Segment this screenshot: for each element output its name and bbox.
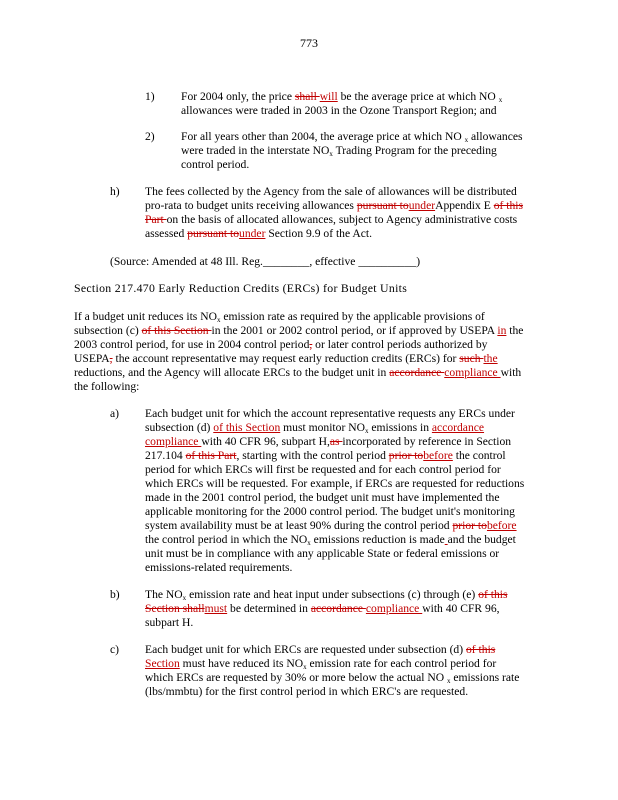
page-number: 773 xyxy=(300,36,318,50)
paragraph-line: applicable monitoring for the 2000 control period. The budget unit's monitoring xyxy=(145,505,515,518)
paragraph-line: period for which ERCs will first be requested and for each control period for xyxy=(145,463,501,476)
list-item-label: a) xyxy=(110,407,120,420)
paragraph-line: compliance with 40 CFR 96, subpart H,as incorporated by reference in Section xyxy=(145,435,512,448)
paragraph-line: Part on the basis of allocated allowances, subject to Agency administrative costs xyxy=(145,213,518,226)
paragraph-line: (lbs/mmbtu) for the first control period in which ERC's are requested. xyxy=(145,685,469,698)
paragraph-line: If a budget unit reduces its $NO_x$ emission rate as required by the applicable provisions of xyxy=(74,310,485,324)
paragraph-line: subsection (c) of this Section in the 2001 or 2002 control period, or if approved by USEPA in the xyxy=(74,324,524,337)
paragraph-line: USEPA, the account representative may request early reduction credits (ERCs) for such the xyxy=(74,352,498,365)
paragraph-line: system availability must be at least 90% during the control period prior tobefore xyxy=(145,519,517,532)
paragraph-line: subsection (d) of this Section must monitor $NO_x$ emissions in accordance xyxy=(145,421,485,435)
paragraph-line: the control period in which the $NO_x$ emissions reduction is made and the budget xyxy=(145,533,516,547)
paragraph-line: the following: xyxy=(74,380,140,393)
paragraph-line: Section must have reduced its $NO_x$ emission rate for each control period for xyxy=(145,657,497,671)
source-note: (Source: Amended at 48 Ill. Reg.________, effective __________) xyxy=(110,255,421,268)
list-item-line: allowances were traded in 2003 in the Ozone Transport Region; and xyxy=(181,104,497,117)
paragraph-line: made in the 2001 control period, the budget unit must have implemented the xyxy=(145,491,500,504)
paragraph-line: Each budget unit for which ERCs are requested under subsection (d) of this xyxy=(145,643,496,656)
list-item-label: b) xyxy=(110,588,120,601)
list-item-line: control period. xyxy=(181,158,250,171)
paragraph-line: 217.104 of this Part, starting with the control period prior tobefore the control xyxy=(145,449,506,462)
paragraph-line: 2003 control period, for use in 2004 control period, or later control periods authorized by xyxy=(74,338,488,351)
section-heading: Section 217.470 Early Reduction Credits (ERCs) for Budget Units xyxy=(74,281,408,295)
paragraph-line: Each budget unit for which the account representative requests any ERCs under xyxy=(145,407,515,420)
paragraph-line: which ERCs will be requested. For example, if ERCs are requested for reductions xyxy=(145,477,525,490)
list-item-label: 2) xyxy=(145,130,155,143)
paragraph-line: assessed pursuant tounder Section 9.9 of the Act. xyxy=(145,227,373,240)
list-item-label: c) xyxy=(110,643,120,656)
paragraph-line: emissions-related requirements. xyxy=(145,561,293,574)
paragraph-line: The fees collected by the Agency from the sale of allowances will be distributed xyxy=(145,185,517,198)
paragraph-line: The $NO_x$ emission rate and heat input under subsections (c) through (e) of this xyxy=(145,588,508,602)
paragraph-line: Section shallmust be determined in accordance compliance with 40 CFR 96, xyxy=(145,602,500,615)
paragraph-line: pro-rata to budget units receiving allowances pursuant tounderAppendix E of this xyxy=(145,199,524,212)
paragraph-line: reductions, and the Agency will allocate ERCs to the budget unit in accordance compliance with xyxy=(74,366,522,379)
paragraph-line: subpart H. xyxy=(145,616,194,629)
list-item-line: For 2004 only, the price shall will be the average price at which NO $_x$ xyxy=(181,90,503,104)
paragraph-line: unit must be in compliance with any applicable State or federal emissions or xyxy=(145,547,500,560)
list-item-label: h) xyxy=(110,185,120,198)
paragraph-line: which ERCs are requested by 30% or more below the actual NO $_x$ emissions rate xyxy=(145,671,520,685)
list-item-line: were traded in the interstate $NO_x$ Trading Program for the preceding xyxy=(181,144,497,158)
list-item-label: 1) xyxy=(145,90,155,103)
list-item-line: For all years other than 2004, the average price at which NO $_x$ allowances xyxy=(181,130,523,144)
